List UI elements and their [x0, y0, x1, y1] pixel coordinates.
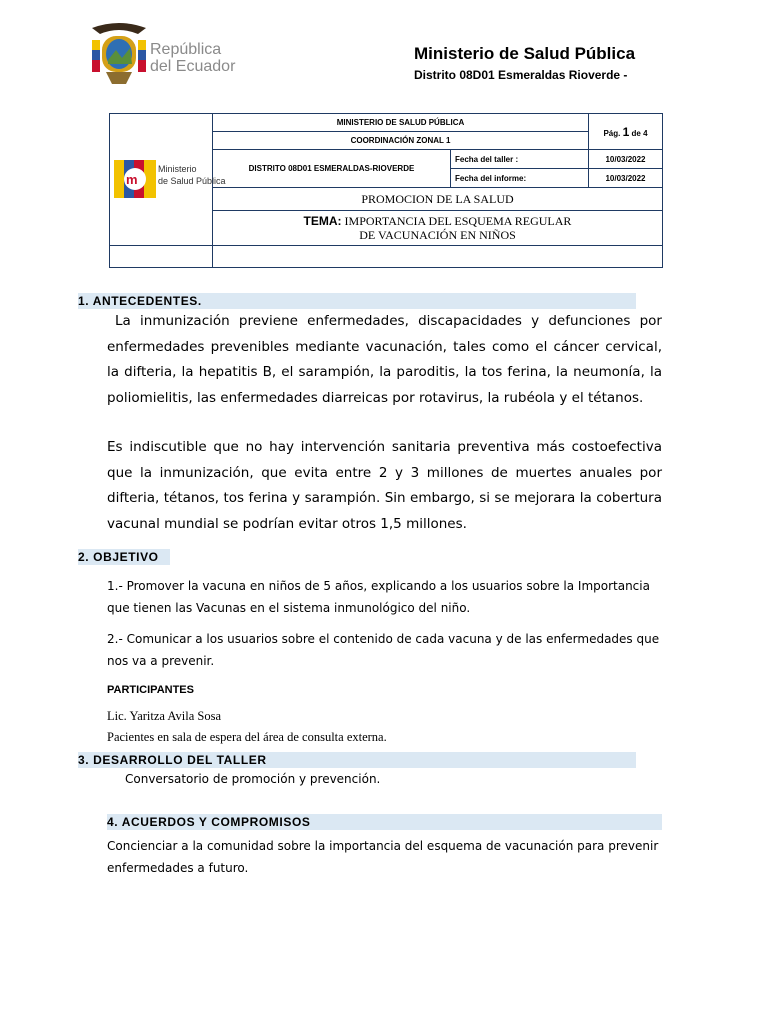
- section-4-text: Concienciar a la comunidad sobre la importancia del esquema de vacunación para prevenir enfermedades a futuro.: [107, 839, 659, 875]
- ministry-row: MINISTERIO DE SALUD PÚBLICA: [213, 114, 589, 132]
- fecha-informe-label: Fecha del informe:: [451, 169, 589, 188]
- tema-line2: DE VACUNACIÓN EN NIÑOS: [359, 228, 516, 242]
- objective-1: 1.- Promover la vacuna en niños de 5 años, explicando a los usuarios sobre la Importancia que tienen las Vacunas en el sistema inmunológico del niño.: [107, 579, 650, 615]
- empty-cell-left: [110, 246, 213, 268]
- ecuador-coat-of-arms-icon: [88, 20, 150, 90]
- msp-logo-text-line1: Ministerio: [158, 163, 197, 174]
- logo-text-line2: del Ecuador: [150, 58, 236, 75]
- section-2-heading: 2. OBJETIVO: [78, 549, 170, 565]
- tema-label: TEMA:: [303, 214, 342, 228]
- tema-row: [213, 211, 663, 246]
- report-info-table: [109, 113, 663, 268]
- objective-2: 2.- Comunicar a los usuarios sobre el contenido de cada vacuna y de las enfermedades que nos va a prevenir.: [107, 632, 660, 668]
- fecha-taller-value: 10/03/2022: [589, 150, 663, 169]
- empty-cell-right: [213, 246, 663, 268]
- section-3-text: Conversatorio de promoción y prevención.: [125, 772, 381, 786]
- tema-line1: IMPORTANCIA DEL ESQUEMA REGULAR: [344, 214, 572, 228]
- logo-text-line1: República: [150, 41, 222, 58]
- fecha-informe-value: 10/03/2022: [589, 169, 663, 188]
- svg-text:m: m: [126, 171, 138, 187]
- page-suffix: de 4: [631, 128, 648, 138]
- district-row: DISTRITO 08D01 ESMERALDAS-RIOVERDE: [213, 150, 451, 188]
- participant-2: Pacientes en sala de espera del área de consulta externa.: [107, 730, 387, 744]
- participant-1: Lic. Yaritza Avila Sosa: [107, 709, 221, 723]
- msp-logo-icon: [114, 156, 156, 202]
- coordination-row: COORDINACIÓN ZONAL 1: [213, 132, 589, 150]
- page-indicator: [589, 114, 663, 150]
- section-1-heading: 1. ANTECEDENTES.: [78, 293, 636, 309]
- msp-logo: [114, 150, 226, 210]
- republica-del-ecuador-logo: [88, 20, 238, 90]
- page-number: 1: [622, 124, 630, 139]
- section-4-heading: 4. ACUERDOS Y COMPROMISOS: [107, 814, 662, 830]
- promocion-row: PROMOCION DE LA SALUD: [213, 188, 663, 211]
- ministry-title: Ministerio de Salud Pública: [414, 44, 636, 63]
- district-subtitle: Distrito 08D01 Esmeraldas Rioverde -: [414, 68, 628, 82]
- msp-logo-text-line2: de Salud Pública: [158, 175, 226, 186]
- section-1-paragraph-1: La inmunización previene enfermedades, discapacidades y defunciones por enfermedades prevenibles mediante vacunación, tales como el cáncer cervical, la difteria, la hepatitis B, el sarampión, la paroditis, la tos ferina, la neumonía, la poliomielitis, las enfermedades diarreicas por rotavirus, la rubéola y el tétanos.: [107, 313, 662, 407]
- page-prefix: Pág.: [603, 128, 621, 138]
- section-1-paragraph-2: Es indiscutible que no hay intervención sanitaria preventiva más costoefectiva que la inmunización, que evita entre 2 y 3 millones de muertes anuales por difteria, tétanos, tos ferina y sarampión. Sin embargo, si se mejorara la cobertura vacunal mundial se podrían evitar otros 1,5 millones.: [107, 439, 662, 533]
- fecha-taller-label: Fecha del taller :: [451, 150, 589, 169]
- msp-logo-cell: [110, 114, 226, 246]
- participants-label: PARTICIPANTES: [107, 684, 194, 696]
- section-3-heading: 3. DESARROLLO DEL TALLER: [78, 752, 636, 768]
